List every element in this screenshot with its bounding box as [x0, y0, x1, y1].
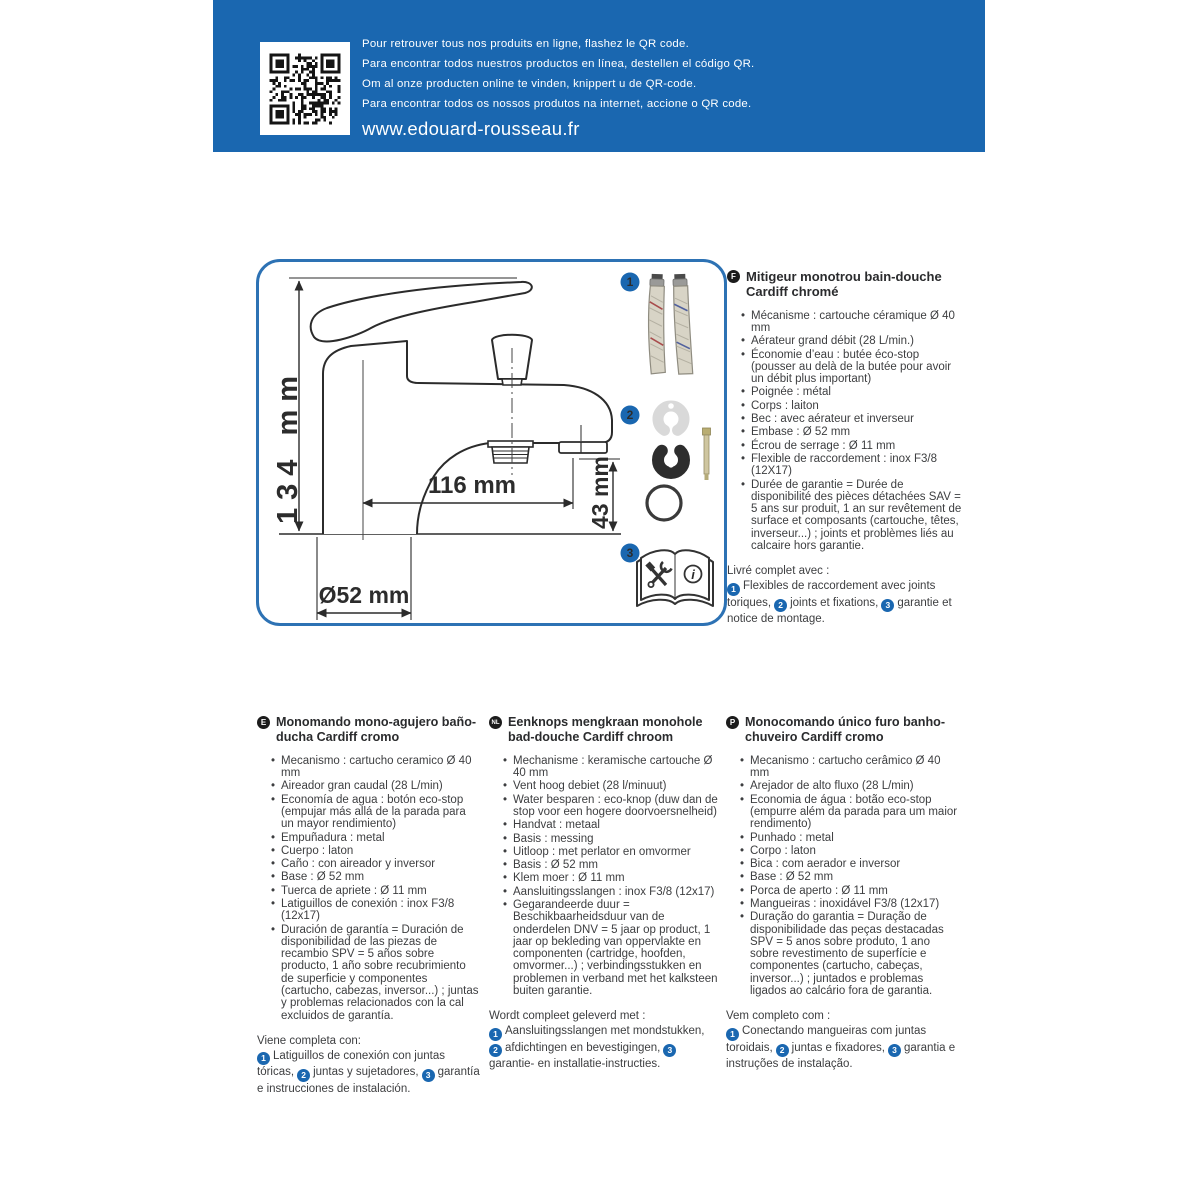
technical-drawing: [256, 259, 727, 626]
feature-item: • Klem moer : Ø 11 mm: [513, 872, 719, 884]
feature-item: • Embase : Ø 52 mm: [751, 426, 962, 438]
qr-code-graphic: [264, 48, 346, 130]
number-badge: 1: [489, 1028, 502, 1041]
feature-list-nl: [489, 755, 719, 998]
included-item: [774, 597, 878, 609]
section-portuguese: [726, 715, 959, 1072]
feature-item: • Basis : Ø 52 mm: [513, 859, 719, 871]
included-label-fr: Livré complet avec :: [727, 565, 830, 578]
feature-item: • Base : Ø 52 mm: [750, 871, 959, 883]
feature-list-fr: [727, 310, 962, 553]
svg-text:1: 1: [626, 275, 634, 290]
feature-item: • Water besparen : eco-knop (duw dan de stop voor een hogere doorvoersnelheid): [513, 794, 719, 819]
banner-line: Para encontrar todos nuestros productos en línea, destellen el código QR.: [362, 58, 755, 70]
feature-item: • Mangueiras : inoxidável F3/8 (12x17): [750, 898, 959, 910]
feature-item: • Handvat : metaal: [513, 819, 719, 831]
section-dutch: [489, 715, 719, 1072]
feature-item: • Tuerca de apriete : Ø 11 mm: [281, 885, 481, 897]
faucet-lever: [311, 282, 532, 342]
feature-item: • Bec : avec aérateur et inverseur: [751, 413, 962, 425]
banner-text: [362, 38, 754, 140]
faucet-body-outline: [323, 341, 612, 534]
number-badge: 1: [257, 1052, 270, 1065]
shower-outlet: [559, 442, 607, 453]
dim-label-drop: 43 mm: [587, 456, 613, 529]
product-title-es: Monomando mono-agujero baño-ducha Cardiff cromo: [276, 715, 477, 744]
included-item-text: afdichtingen en bevestigingen,: [505, 1041, 661, 1054]
feature-item: • Mecanismo : cartucho ceramico Ø 40 mm: [281, 755, 481, 780]
feature-item: • Aansluitingsslangen : inox F3/8 (12x17): [513, 886, 719, 898]
feature-item: • Bica : com aerador e inversor: [750, 858, 959, 870]
feature-item: • Corpo : laton: [750, 845, 959, 857]
included-items-fr: [727, 579, 962, 627]
included-items-pt: [726, 1024, 959, 1072]
feature-item: • Économie d’eau : butée éco-stop (pousser au delà de la butée pour avoir un débit plus important): [751, 349, 962, 386]
feature-item: • Mecanismo : cartucho cerâmico Ø 40 mm: [750, 755, 959, 780]
feature-item: • Economía de agua : botón eco-stop (empujar más allá de la parada para un mayor rendimiento): [281, 794, 481, 831]
feature-item: • Gegarandeerde duur = Beschikbaarheidsduur van de onderdelen DNV = 5 jaar op product, 1 jaar op bekleding van oppervlakte en componenten (cartridge, hoofden, omvormer...) ; verbindingsstukken en problemen in verband met het kalksteen buiten garantie.: [513, 899, 719, 997]
included-item-text: Flexibles de raccordement avec joints toriques,: [727, 580, 936, 609]
number-badge: 2: [776, 1044, 789, 1057]
feature-item: • Base : Ø 52 mm: [281, 871, 481, 883]
included-item-text: juntas y sujetadores,: [313, 1066, 419, 1079]
feature-item: • Latiguillos de conexión : inox F3/8 (12x17): [281, 898, 481, 923]
kit-item-3-badge: [621, 544, 640, 563]
fixing-parts-icon: [647, 403, 711, 520]
included-item: [776, 1042, 885, 1054]
feature-item: • Duración de garantía = Duración de disponibilidad de las piezas de recambio SPV = 5 años sobre producto, 1 año sobre recubrimiento de superficie y componentes (cartucho, cabezas, inversor...) ; juntas y problemas relacionados con la cal excluidos de garantía.: [281, 924, 481, 1022]
banner-line: Pour retrouver tous nos produits en ligne, flashez le QR code.: [362, 38, 690, 50]
feature-item: • Arejador de alto fluxo (28 L/min): [750, 780, 959, 792]
feature-item: • Flexible de raccordement : inox F3/8 (12X17): [751, 453, 962, 478]
feature-item: • Poignée : métal: [751, 386, 962, 398]
number-badge: 1: [726, 1028, 739, 1041]
feature-item: • Vent hoog debiet (28 l/minuut): [513, 780, 719, 792]
feature-item: • Aérateur grand débit (28 L/min.): [751, 335, 962, 347]
manual-book-icon: [637, 550, 713, 606]
included-item-text: Conectando mangueiras com juntas toroidais,: [726, 1025, 927, 1054]
banner-line: Para encontrar todos os nossos produtos na internet, accione o QR code.: [362, 98, 752, 110]
product-title-pt: Monocomando único furo banho-chuveiro Cardiff cromo: [745, 715, 946, 744]
feature-item: • Aireador gran caudal (28 L/min): [281, 780, 481, 792]
feature-item: • Punhado : metal: [750, 832, 959, 844]
language-badge-nl: NL: [489, 716, 502, 729]
included-item-text: Latiguillos de conexión con juntas tóricas,: [257, 1049, 445, 1079]
kit-item-1-badge: [621, 273, 640, 292]
dim-label-length: 116 mm: [427, 472, 517, 499]
included-item-text: garantie- en installatie-instructies.: [489, 1058, 661, 1071]
dim-label-base: Ø52 mm: [318, 582, 410, 608]
number-badge: 3: [881, 599, 894, 612]
section-french: [727, 269, 962, 627]
language-badge-pt: P: [726, 716, 739, 729]
o-ring-icon: [647, 486, 681, 520]
number-badge: 3: [422, 1069, 435, 1082]
feature-item: • Basis : messing: [513, 833, 719, 845]
feature-item: • Cuerpo : laton: [281, 845, 481, 857]
included-item-text: joints et fixations,: [790, 596, 879, 609]
included-items-nl: [489, 1024, 719, 1072]
feature-item: • Mechanisme : keramische cartouche Ø 40 mm: [513, 755, 719, 780]
product-title-nl: Eenknops mengkraan monohole bad-douche Cardiff chroom: [508, 715, 703, 744]
kit-item-2-badge: [621, 406, 640, 425]
included-item: [489, 1025, 704, 1037]
included-items-es: [257, 1049, 481, 1097]
feature-item: • Durée de garantie = Durée de disponibilité des pièces détachées SAV = 5 ans sur produit, 1 an sur revêtement de surface et composants (cartouche, têtes, inverseur...) ; joints et problèmes liés au calcaire hors garantie.: [751, 479, 962, 553]
number-badge: 3: [663, 1044, 676, 1057]
included-item: [489, 1042, 660, 1054]
feature-item: • Corps : laiton: [751, 400, 962, 412]
faucet-diagram: [259, 262, 724, 623]
feature-list-es: [257, 755, 481, 1022]
svg-text:2: 2: [626, 408, 634, 423]
feature-list-pt: [726, 755, 959, 998]
banner-line: Om al onze producten online te vinden, knippert u de QR-code.: [362, 78, 697, 90]
feature-item: • Écrou de serrage : Ø 11 mm: [751, 440, 962, 452]
feature-item: • Mécanisme : cartouche céramique Ø 40 mm: [751, 310, 962, 335]
included-item-text: juntas e fixadores,: [791, 1041, 886, 1054]
feature-item: • Caño : con aireador y inversor: [281, 858, 481, 870]
number-badge: 3: [888, 1044, 901, 1057]
website-url: www.edouard-rousseau.fr: [362, 118, 580, 139]
flexible-hoses-icon: [646, 274, 692, 375]
included-item-text: garantía e instrucciones de instalación.: [257, 1066, 480, 1095]
feature-item: • Empuñadura : metal: [281, 832, 481, 844]
language-badge-fr: F: [727, 270, 740, 283]
included-label-es: Viene completa con:: [257, 1034, 361, 1047]
included-item-text: Aansluitingsslangen met mondstukken,: [505, 1025, 705, 1038]
svg-text:i: i: [691, 567, 695, 582]
banner-lines: [362, 38, 754, 110]
qr-code-icon: [260, 42, 350, 135]
feature-item: • Uitloop : met perlator en omvormer: [513, 846, 719, 858]
section-spanish: [257, 715, 481, 1097]
aerator-lip: [488, 441, 533, 447]
svg-text:3: 3: [626, 546, 634, 561]
feature-item: • Porca de aperto : Ø 11 mm: [750, 885, 959, 897]
number-badge: 2: [774, 599, 787, 612]
feature-item: • Duração do garantia = Duração de disponibilidade das peças destacadas SPV = 5 anos sobre produto, 1 ano sobre revestimento de superfície e componentes (cartucho, cabeças, inversor...) ; juntados e problemas ligados ao calcário fora de garantia.: [750, 911, 959, 997]
included-item-text: garantie et notice de montage.: [727, 596, 952, 626]
included-label-nl: Wordt compleet geleverd met :: [489, 1010, 646, 1023]
included-item-text: garantia e instruções de instalação.: [726, 1041, 956, 1071]
feature-item: • Economia de água : botão eco-stop (empurre além da parada para um maior rendimento): [750, 794, 959, 831]
qr-banner: [213, 0, 985, 152]
number-badge: 2: [297, 1069, 310, 1082]
number-badge: 2: [489, 1044, 502, 1057]
number-badge: 1: [727, 583, 740, 596]
included-label-pt: Vem completo com :: [726, 1010, 831, 1023]
dim-label-height: 134 mm: [272, 367, 304, 524]
included-item: [297, 1066, 418, 1078]
product-title-fr: Mitigeur monotrou bain-douche Cardiff chromé: [746, 269, 942, 300]
language-badge-es: E: [257, 716, 270, 729]
